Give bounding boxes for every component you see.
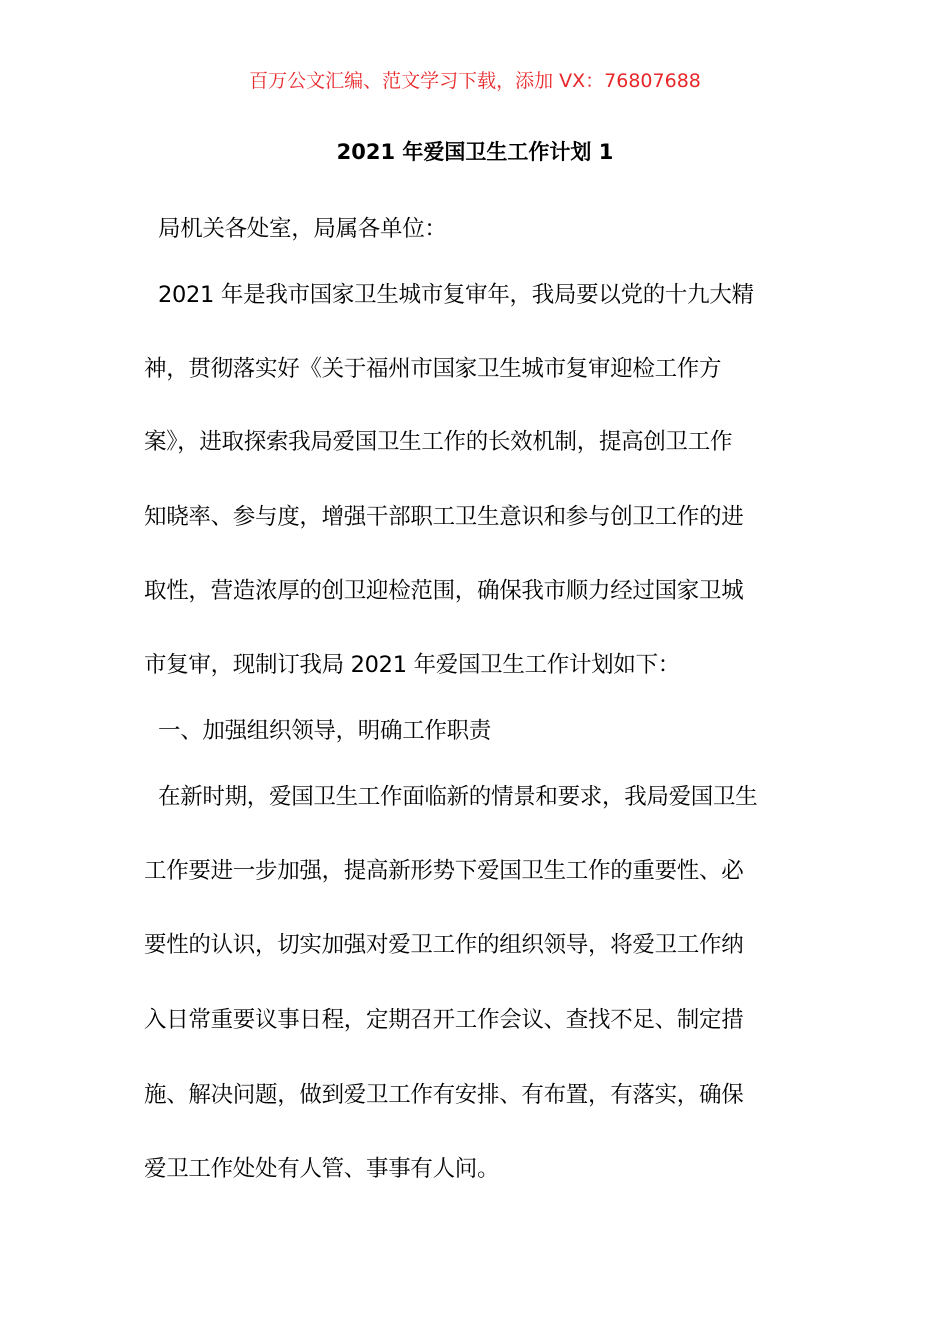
body-line: 要性的认识，切实加强对爱卫工作的组织领导，将爱卫工作纳 — [144, 932, 744, 958]
section-heading: 一、加强组织领导，明确工作职责 — [158, 718, 492, 744]
body-line: 案》，进取探索我局爱国卫生工作的长效机制，提高创卫工作 — [144, 429, 733, 455]
body-line: 知晓率、参与度，增强干部职工卫生意识和参与创卫工作的进 — [144, 504, 744, 530]
body-line: 施、解决问题，做到爱卫工作有安排、有布置，有落实，确保 — [144, 1082, 744, 1108]
body-line: 在新时期，爱国卫生工作面临新的情景和要求，我局爱国卫生 — [158, 784, 758, 810]
body-line: 市复审，现制订我局 2021 年爱国卫生工作计划如下： — [144, 652, 680, 678]
body-line: 爱卫工作处处有人管、事事有人问。 — [144, 1156, 500, 1182]
body-line: 入日常重要议事日程，定期召开工作会议、查找不足、制定措 — [144, 1007, 744, 1033]
body-line: 神，贯彻落实好《关于福州市国家卫生城市复审迎检工作方 — [144, 356, 722, 382]
watermark-banner: 百万公文汇编、范文学习下载，添加 VX：76807688 — [249, 70, 701, 92]
body-line: 取性，营造浓厚的创卫迎检范围，确保我市顺力经过国家卫城 — [144, 578, 744, 604]
body-line: 工作要进一步加强，提高新形势下爱国卫生工作的重要性、必 — [144, 858, 744, 884]
body-line: 2021 年是我市国家卫生城市复审年，我局要以党的十九大精 — [158, 282, 754, 308]
document-title: 2021 年爱国卫生工作计划 1 — [336, 140, 614, 164]
salutation: 局机关各处室，局属各单位： — [158, 216, 447, 242]
